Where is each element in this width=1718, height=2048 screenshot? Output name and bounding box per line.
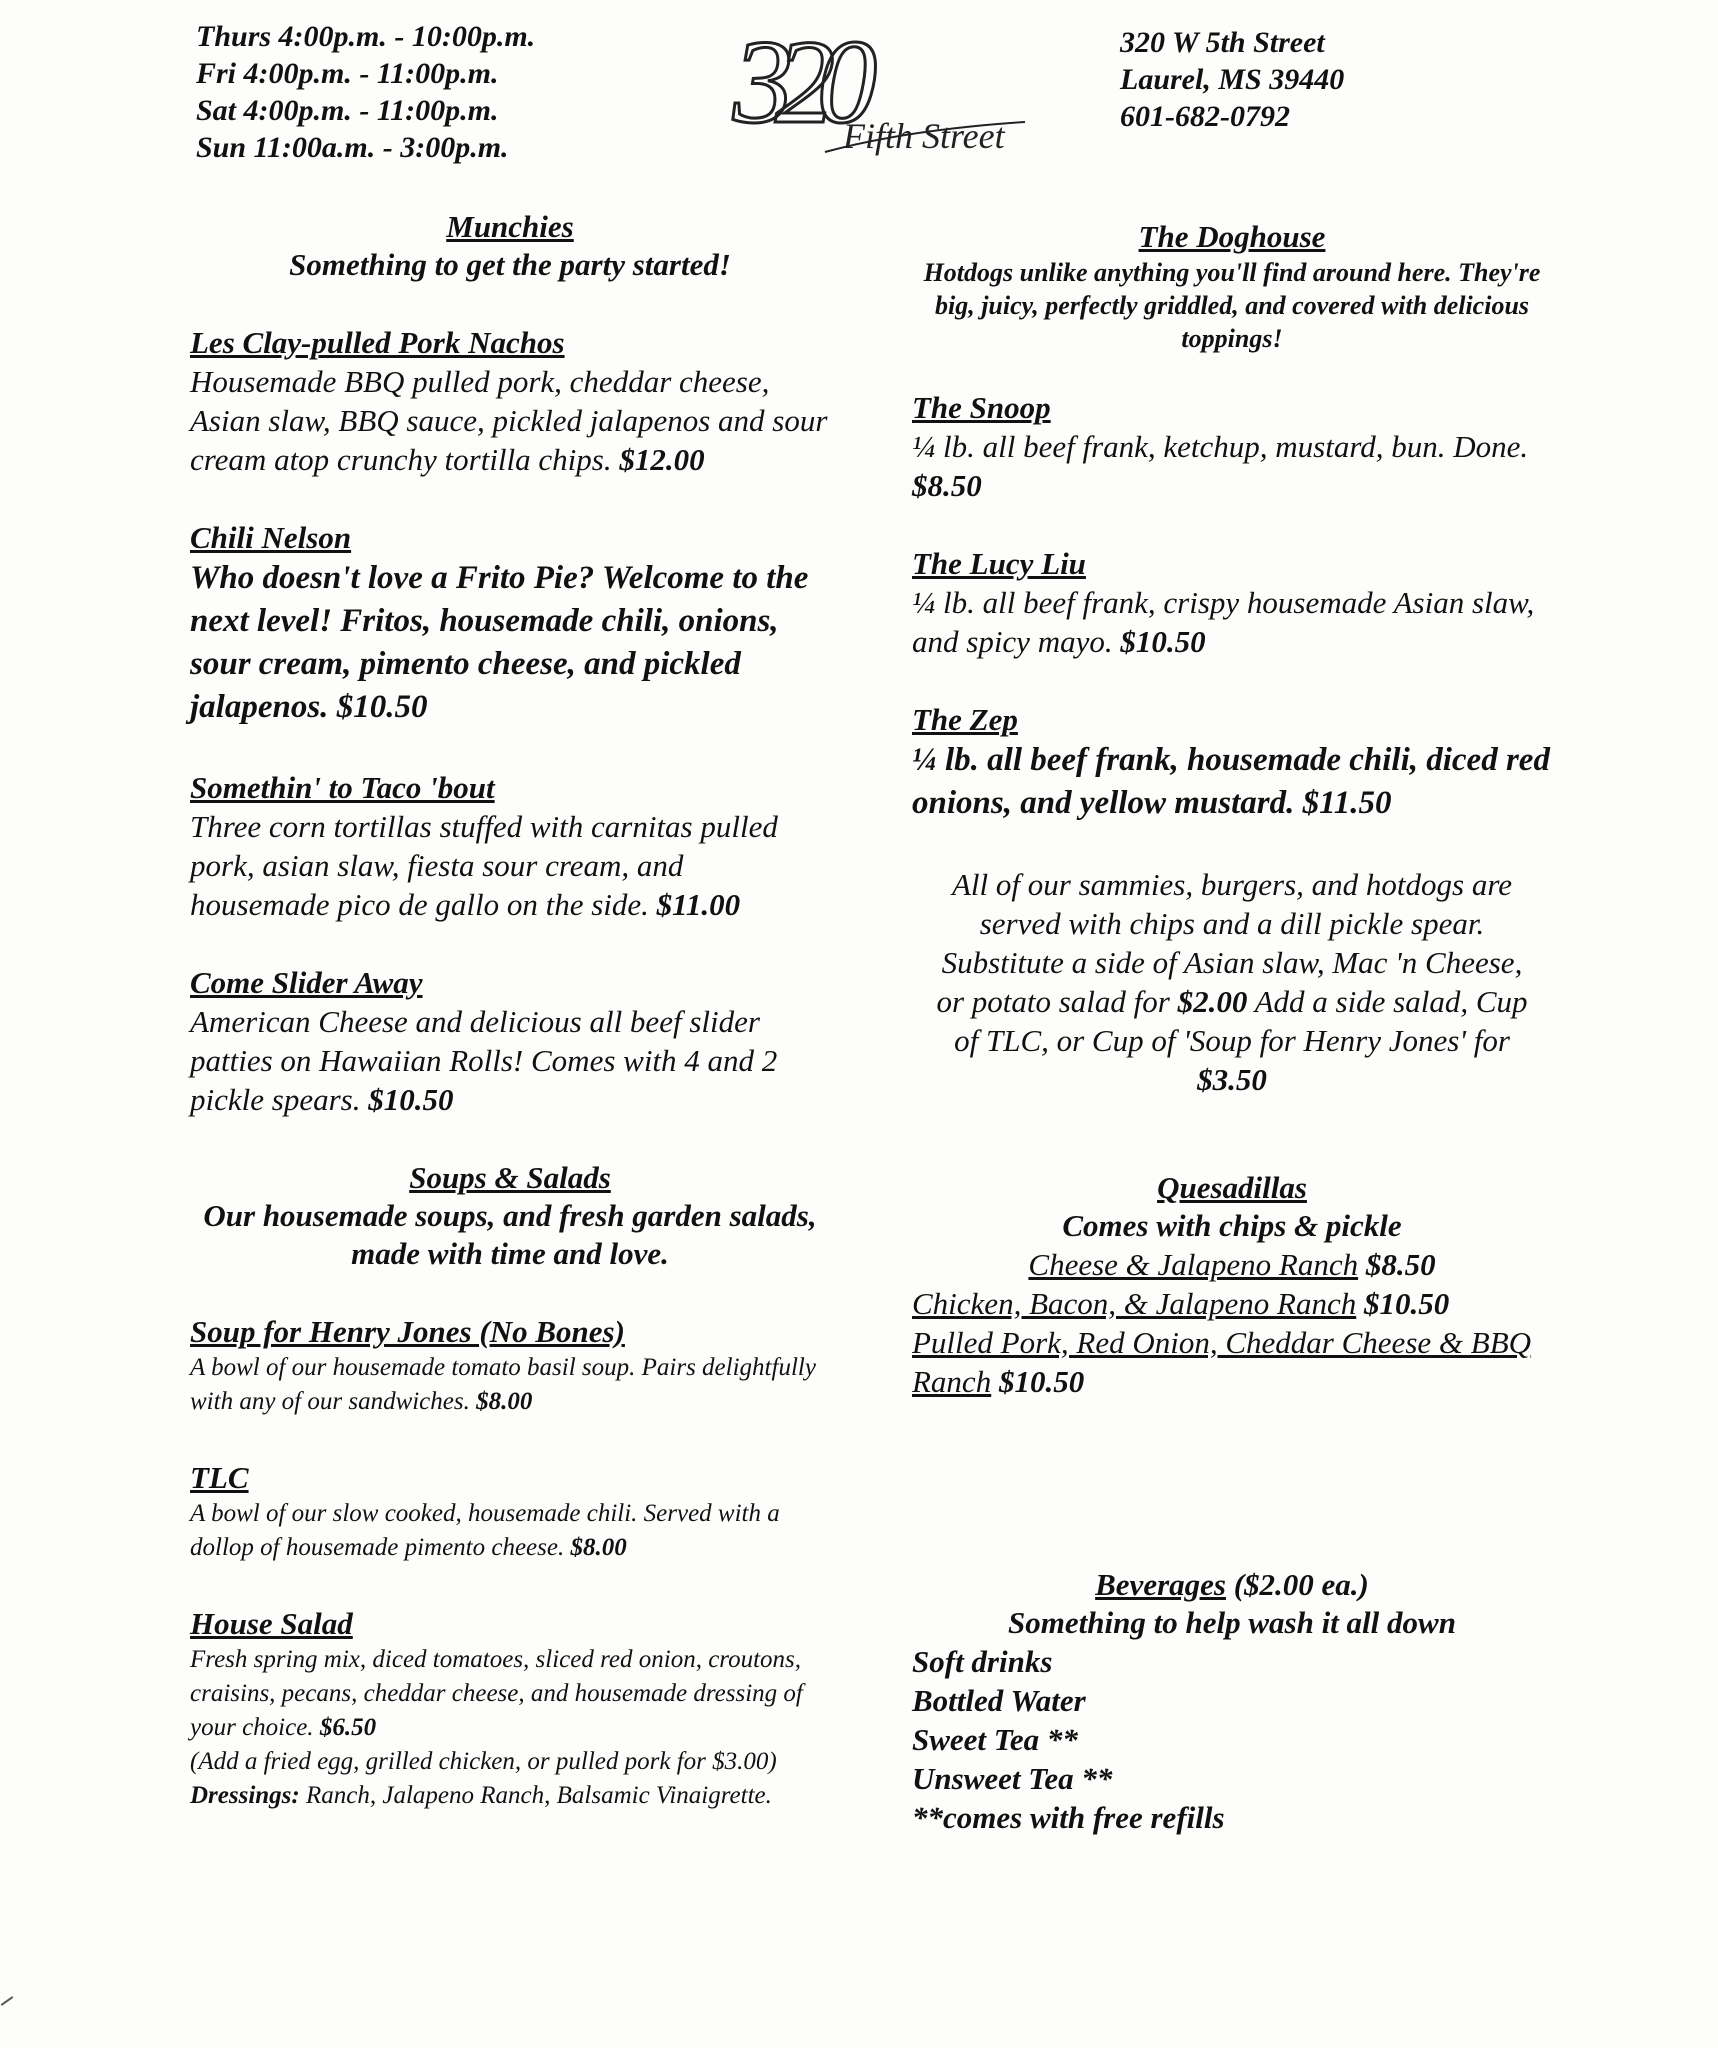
hours-line: Fri 4:00p.m. - 11:00p.m. [196, 57, 499, 90]
item-description [190, 362, 830, 479]
quesadillas-title: Quesadillas [1157, 1170, 1307, 1205]
quesadillas-tagline: Comes with chips & pickle [1062, 1208, 1402, 1243]
item-name: Les Clay-pulled Pork Nachos [190, 325, 565, 360]
quesadilla-name: Chicken, Bacon, & Jalapeno Ranch [912, 1286, 1357, 1321]
beverages-heading [912, 1566, 1552, 1604]
menu-item [190, 519, 830, 729]
hours-block [196, 18, 535, 166]
right-column [912, 218, 1552, 1837]
quesadilla-name: Pulled Pork, Red Onion, Cheddar Cheese & BBQ Ranch [912, 1325, 1532, 1399]
sides-note-price-a: $2.00 [1177, 984, 1248, 1019]
address-city: Laurel, MS 39440 [1120, 63, 1345, 96]
item-description [190, 1351, 830, 1419]
soups-tagline: Our housemade soups, and fresh garden salads, made with time and love. [203, 1198, 817, 1271]
item-price: $8.50 [912, 468, 982, 503]
item-desc-text: Three corn tortillas stuffed with carnitas pulled pork, asian slaw, fiesta sour cream, and housemade pico de gallo on the side. [190, 809, 778, 922]
menu-item [190, 1605, 830, 1813]
item-price: $8.00 [570, 1534, 627, 1561]
item-price: $10.50 [336, 689, 428, 725]
menu-item [190, 769, 830, 924]
item-name: Somethin' to Taco 'bout [190, 770, 495, 805]
item-price: $6.50 [319, 1714, 377, 1741]
soups-section-header [190, 1159, 830, 1273]
scan-mark [1, 1996, 14, 2006]
item-description [912, 427, 1552, 505]
beverages-price: ($2.00 ea.) [1233, 1567, 1369, 1602]
sides-note-text-a: All of our sammies, burgers, and hotdogs are served with chips and a dill pickle spear. Substitute a side of Asian slaw, Mac 'n Cheese, or potato salad for [936, 867, 1523, 1019]
item-desc-text: Fresh spring mix, diced tomatoes, sliced red onion, croutons, craisins, pecans, cheddar cheese, and housemade dressing of your choice. [190, 1646, 803, 1741]
item-price: $12.00 [619, 442, 705, 477]
quesadilla-item [912, 1245, 1552, 1284]
item-name: The Lucy Liu [912, 546, 1086, 581]
hours-line: Sat 4:00p.m. - 11:00p.m. [196, 94, 499, 127]
logo-subtitle: Fifth Street [843, 116, 1005, 156]
item-description [190, 807, 830, 924]
quesadilla-price: $10.50 [1363, 1286, 1450, 1321]
item-description [190, 557, 830, 729]
item-addon: (Add a fried egg, grilled chicken, or pulled pork for $3.00) [190, 1748, 777, 1775]
dressings-list: Ranch, Jalapeno Ranch, Balsamic Vinaigrette. [306, 1782, 772, 1809]
quesadilla-price: $8.50 [1365, 1247, 1436, 1282]
item-desc-text: ¼ lb. all beef frank, ketchup, mustard, bun. Done. [912, 429, 1529, 464]
doghouse-section-header [912, 218, 1552, 355]
address-phone: 601-682-0792 [1120, 100, 1290, 133]
menu-item [190, 1313, 830, 1419]
item-name: Soup for Henry Jones (No Bones) [190, 1314, 625, 1349]
item-desc-text: Housemade BBQ pulled pork, cheddar cheese, Asian slaw, BBQ sauce, pickled jalapenos and sour cream atop crunchy tortilla chips. [190, 364, 828, 477]
menu-item [190, 1459, 830, 1565]
beverage-item: Soft drinks [912, 1644, 1053, 1679]
hours-line: Sun 11:00a.m. - 3:00p.m. [196, 131, 509, 164]
address-street: 320 W 5th Street [1120, 26, 1325, 59]
item-desc-text: ¼ lb. all beef frank, housemade chili, diced red onions, and yellow mustard. [912, 742, 1550, 821]
menu-item [912, 389, 1552, 505]
item-description [190, 1002, 830, 1119]
item-desc-text: A bowl of our housemade tomato basil soup. Pairs delightfully with any of our sandwiches. [190, 1354, 816, 1415]
item-desc-text: A bowl of our slow cooked, housemade chili. Served with a dollop of housemade pimento cheese. [190, 1500, 780, 1561]
menu-item [190, 324, 830, 479]
beverages-section-header [912, 1566, 1552, 1642]
sides-note-price-b: $3.50 [1197, 1062, 1267, 1097]
beverage-item: Unsweet Tea ** [912, 1761, 1113, 1796]
item-desc-text: Who doesn't love a Frito Pie? Welcome to the next level! Fritos, housemade chili, onions, sour cream, pimento cheese, and pickled jalapenos. [190, 560, 809, 725]
refill-note: **comes with free refills [912, 1800, 1225, 1835]
item-price: $10.50 [1120, 624, 1206, 659]
menu-item [912, 545, 1552, 661]
quesadilla-item [912, 1284, 1552, 1323]
sides-note [912, 865, 1552, 1099]
quesadillas-section-header [912, 1169, 1552, 1245]
left-column [190, 208, 830, 1813]
item-name: House Salad [190, 1606, 353, 1641]
item-name: Chili Nelson [190, 520, 352, 555]
doghouse-title: The Doghouse [1138, 219, 1326, 254]
munchies-tagline: Something to get the party started! [289, 247, 731, 282]
item-price: $8.00 [476, 1388, 533, 1415]
soups-title: Soups & Salads [409, 1160, 611, 1195]
quesadilla-item [912, 1323, 1552, 1401]
beverage-item: Sweet Tea ** [912, 1722, 1078, 1757]
beverages-tagline: Something to help wash it all down [1008, 1605, 1456, 1640]
beverage-item: Bottled Water [912, 1683, 1086, 1718]
item-name: The Snoop [912, 390, 1051, 425]
logo-number: 320 [733, 15, 859, 148]
quesadilla-price: $10.50 [998, 1364, 1085, 1399]
item-name: Come Slider Away [190, 965, 423, 1000]
sides-note-text-b: Add a side salad, Cup of TLC, or Cup of 'Soup for Henry Jones' for [954, 984, 1528, 1058]
hours-line: Thurs 4:00p.m. - 10:00p.m. [196, 20, 536, 53]
item-desc-text: American Cheese and delicious all beef slider patties on Hawaiian Rolls! Comes with 4 and 2 pickle spears. [190, 1004, 778, 1117]
doghouse-tagline: Hotdogs unlike anything you'll find around here. They're big, juicy, perfectly griddled, and covered with delicious toppings! [923, 258, 1541, 353]
menu-item [190, 964, 830, 1119]
menu-item [912, 701, 1552, 825]
item-name: The Zep [912, 702, 1018, 737]
address-block [1120, 24, 1344, 135]
logo-graphic [725, 10, 1045, 170]
item-description [912, 739, 1552, 825]
item-description [912, 583, 1552, 661]
item-price: $10.50 [368, 1082, 454, 1117]
item-price: $11.00 [656, 887, 741, 922]
beverages-title: Beverages [1095, 1567, 1226, 1602]
item-desc-text: ¼ lb. all beef frank, crispy housemade Asian slaw, and spicy mayo. [912, 585, 1535, 659]
item-description [190, 1497, 830, 1565]
munchies-section-header [190, 208, 830, 284]
munchies-title: Munchies [446, 209, 574, 244]
item-name: TLC [190, 1460, 249, 1495]
item-description [190, 1643, 830, 1745]
item-price: $11.50 [1302, 785, 1392, 821]
quesadilla-name: Cheese & Jalapeno Ranch [1028, 1247, 1359, 1282]
dressings-label: Dressings: [190, 1782, 300, 1809]
item-dressings [190, 1779, 830, 1813]
restaurant-logo [725, 10, 1045, 170]
